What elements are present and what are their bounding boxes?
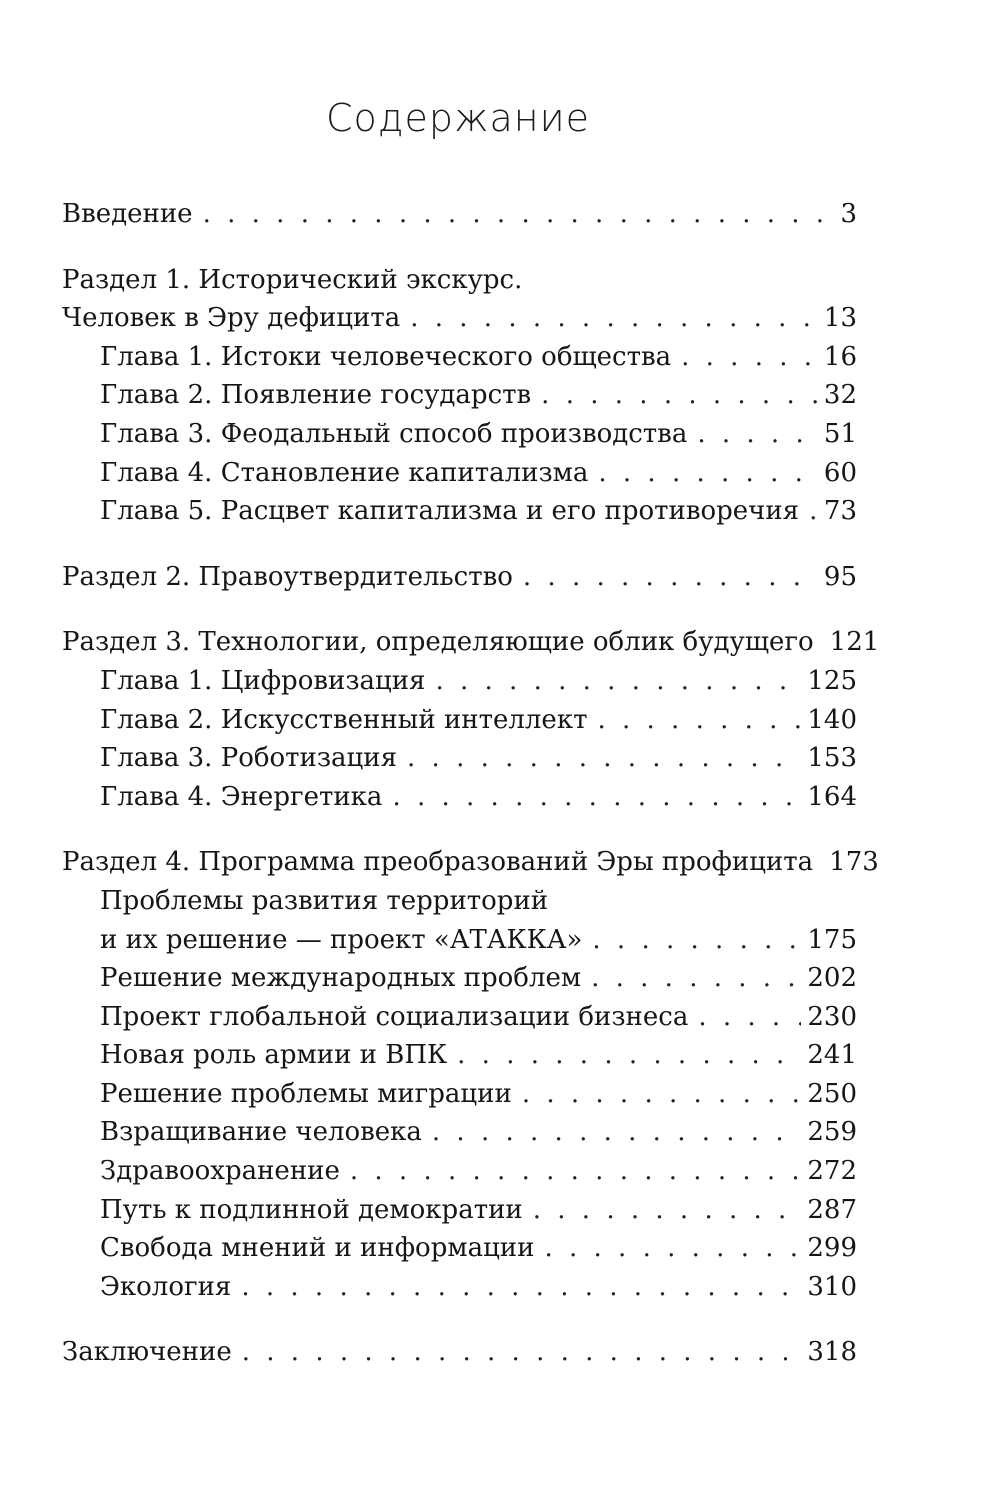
toc-entry-title: Экология — [100, 1271, 232, 1302]
toc-entry-title: Решение международных проблем — [100, 963, 582, 994]
toc-page-number: 3 — [840, 199, 857, 229]
toc-subentry[interactable] — [62, 701, 857, 740]
toc-entry-title: Свобода мнений и информации — [100, 1233, 535, 1264]
toc-page-number: 60 — [823, 457, 857, 488]
section-gap — [62, 596, 857, 623]
section-gap — [62, 234, 857, 261]
section-gap — [62, 531, 857, 558]
toc-subentry[interactable] — [62, 882, 857, 921]
toc-entry-title: Глава 2. Искусственный интеллект — [100, 704, 588, 735]
section-gap — [62, 816, 857, 843]
dot-leader — [432, 1113, 801, 1152]
dot-leader — [597, 701, 801, 740]
dot-leader — [435, 662, 801, 701]
toc-page-number: 173 — [829, 847, 879, 878]
toc-entry-title: Человек в Эру дефицита — [62, 303, 401, 334]
toc-page-number: 125 — [807, 665, 857, 696]
toc-subentry[interactable] — [62, 778, 857, 817]
toc-subentry[interactable] — [62, 959, 857, 998]
toc-entry-title: Заключение — [62, 1337, 232, 1368]
toc-page-number: 318 — [807, 1337, 857, 1368]
dot-leader — [544, 1229, 801, 1268]
toc-subentry[interactable] — [62, 998, 857, 1037]
dot-leader — [523, 558, 818, 597]
toc-page-number: 153 — [807, 743, 857, 774]
toc-entry-title: Глава 4. Энергетика — [100, 781, 383, 812]
dot-leader — [541, 376, 818, 415]
toc-entry-title: Глава 2. Появление государств — [100, 380, 532, 411]
toc-page-number: 73 — [823, 496, 857, 527]
toc-subentry[interactable] — [62, 492, 857, 531]
toc-subentry[interactable] — [62, 415, 857, 454]
toc-subentry[interactable] — [62, 1229, 857, 1268]
toc-entry-title: Раздел 3. Технологии, определяющие облик будущего — [62, 627, 814, 658]
toc-entry-title: Глава 1. Цифровизация — [100, 665, 426, 696]
toc-entry-title: Раздел 4. Программа преобразований Эры профицита — [62, 847, 814, 878]
dot-leader — [697, 415, 818, 454]
toc-page-number: 272 — [807, 1156, 857, 1187]
toc-subentry[interactable] — [62, 376, 857, 415]
toc-page-number: 299 — [807, 1233, 857, 1264]
dot-leader — [457, 1036, 801, 1075]
toc-subentry[interactable] — [62, 1036, 857, 1075]
toc-entry[interactable] — [62, 843, 879, 882]
toc-entry-title: Введение — [62, 199, 193, 229]
toc-page-number: 13 — [823, 303, 857, 334]
dot-leader — [522, 1075, 802, 1114]
toc-page-number: 287 — [807, 1194, 857, 1225]
toc-page-number: 175 — [807, 924, 857, 955]
toc-page-number: 230 — [807, 1001, 857, 1032]
toc-subentry[interactable] — [62, 1113, 857, 1152]
toc-entry-title: Проект глобальной социализации бизнеса — [100, 1001, 689, 1032]
dot-leader — [410, 299, 818, 338]
page-title: Содержание — [325, 96, 591, 140]
toc-entry[interactable] — [62, 558, 857, 597]
toc-entry[interactable] — [62, 195, 857, 234]
dot-leader — [681, 338, 818, 377]
toc-entry[interactable] — [62, 623, 880, 662]
toc-subentry[interactable] — [62, 921, 857, 960]
toc-entry-title: Глава 4. Становление капитализма — [100, 457, 589, 488]
toc-page-number: 259 — [807, 1117, 857, 1148]
dot-leader — [809, 492, 818, 531]
table-of-contents — [62, 195, 880, 1372]
toc-subentry[interactable] — [62, 1268, 857, 1307]
toc-entry-title: Новая роль армии и ВПК — [100, 1040, 448, 1071]
toc-entry-title: Глава 3. Роботизация — [100, 743, 398, 774]
toc-entry[interactable] — [62, 261, 857, 300]
toc-page-number: 241 — [807, 1040, 857, 1071]
toc-entry-title: Решение проблемы миграции — [100, 1078, 512, 1109]
toc-page-number: 202 — [807, 963, 857, 994]
toc-page-number: 16 — [823, 341, 857, 372]
dot-leader — [392, 778, 801, 817]
toc-page-number: 250 — [807, 1078, 857, 1109]
dot-leader — [407, 739, 801, 778]
toc-entry-title: Раздел 1. Исторический экскурс. — [62, 264, 523, 295]
dot-leader — [533, 1191, 802, 1230]
toc-page-number: 121 — [829, 627, 880, 658]
dot-leader — [241, 1268, 801, 1307]
toc-entry-title: Глава 5. Расцвет капитализма и его противоречия — [100, 496, 800, 527]
dot-leader — [598, 454, 818, 493]
dot-leader — [242, 1333, 802, 1372]
section-gap — [62, 1306, 857, 1333]
toc-page-number: 95 — [823, 561, 857, 592]
toc-entry[interactable] — [62, 1333, 857, 1372]
toc-subentry[interactable] — [62, 1075, 857, 1114]
toc-entry-title: Путь к подлинной демократии — [100, 1194, 523, 1225]
toc-subentry[interactable] — [62, 1152, 857, 1191]
toc-subentry[interactable] — [62, 662, 857, 701]
toc-entry-title: и их решение — проект «АТАККА» — [100, 924, 583, 955]
toc-subentry[interactable] — [62, 1191, 857, 1230]
dot-leader — [592, 921, 801, 960]
toc-entry-title: Глава 3. Феодальный способ производства — [100, 418, 688, 449]
toc-page-number: 164 — [807, 781, 857, 812]
toc-page-number: 32 — [823, 380, 857, 411]
toc-page-number: 310 — [807, 1271, 857, 1302]
dot-leader — [591, 959, 801, 998]
toc-entry-title: Раздел 2. Правоутвердительство — [62, 561, 513, 592]
dot-leader — [698, 998, 801, 1037]
toc-subentry[interactable] — [62, 338, 857, 377]
toc-subentry[interactable] — [62, 739, 857, 778]
toc-entry-title: Проблемы развития территорий — [100, 885, 549, 916]
toc-page-number: 140 — [807, 704, 857, 735]
toc-entry-title: Взращивание человека — [100, 1117, 422, 1148]
toc-entry-title: Глава 1. Истоки человеческого общества — [100, 341, 672, 372]
dot-leader — [350, 1152, 801, 1191]
toc-entry[interactable] — [62, 299, 857, 338]
toc-page-number: 51 — [823, 418, 857, 449]
toc-entry-title: Здравоохранение — [100, 1156, 340, 1187]
dot-leader — [203, 195, 835, 234]
toc-subentry[interactable] — [62, 454, 857, 493]
